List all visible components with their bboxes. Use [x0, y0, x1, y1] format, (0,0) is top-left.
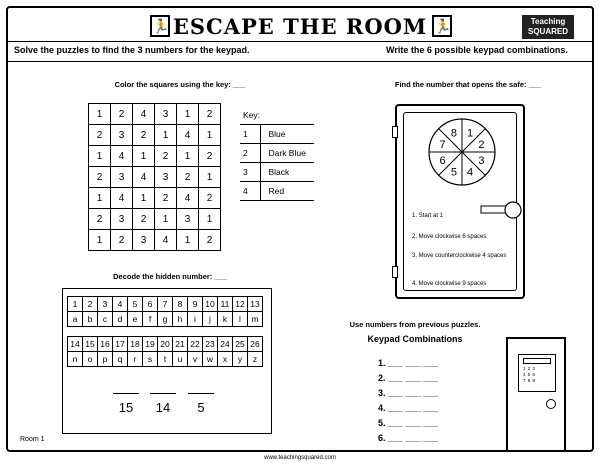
- key-color: Black: [260, 163, 314, 182]
- cipher-number: 4: [113, 297, 128, 312]
- room-number: Room 1: [20, 436, 45, 443]
- grid-cell[interactable]: 1: [133, 188, 155, 209]
- safe-step: 2. Move clockwise 6 spaces: [412, 234, 487, 240]
- key-title: Key:: [243, 110, 261, 120]
- combination-line[interactable]: 6. ___ ___ ___: [378, 433, 439, 443]
- keypad-screen: [523, 358, 551, 364]
- running-man-icon: 🏃: [150, 15, 170, 37]
- grid-cell[interactable]: 2: [199, 188, 221, 209]
- divider: [8, 41, 592, 42]
- grid-cell[interactable]: 3: [155, 167, 177, 188]
- cipher-table-1: [67, 296, 263, 327]
- cipher-letter: s: [143, 352, 158, 367]
- door-knob: [546, 399, 556, 409]
- coded-number: 5: [197, 400, 205, 415]
- cipher-letter: e: [128, 312, 143, 327]
- cipher-letter: k: [218, 312, 233, 327]
- cipher-number: 15: [83, 337, 98, 352]
- cipher-number: 23: [203, 337, 218, 352]
- cipher-number: 6: [143, 297, 158, 312]
- grid-cell[interactable]: 2: [89, 167, 111, 188]
- safe-step: 1. Start at 1: [412, 213, 444, 219]
- answer-blank: [150, 393, 176, 394]
- cipher-letter: u: [173, 352, 188, 367]
- grid-row: [89, 167, 221, 188]
- safe-step: 3. Move counterclockwise 4 spaces: [412, 253, 507, 259]
- grid-cell[interactable]: 3: [133, 230, 155, 251]
- grid-row: [89, 230, 221, 251]
- cipher-letter: a: [68, 312, 83, 327]
- cipher-letter: w: [203, 352, 218, 367]
- cipher-letter: b: [83, 312, 98, 327]
- dial-number: 7: [439, 138, 446, 151]
- color-key: [240, 124, 314, 201]
- grid-cell[interactable]: 4: [133, 167, 155, 188]
- key-row: [240, 144, 314, 163]
- grid-cell[interactable]: 3: [111, 125, 133, 146]
- grid-cell[interactable]: 1: [177, 146, 199, 167]
- dial-number: 3: [478, 155, 485, 168]
- grid-cell[interactable]: 1: [199, 125, 221, 146]
- grid-cell[interactable]: 1: [177, 230, 199, 251]
- grid-cell[interactable]: 3: [111, 167, 133, 188]
- safe-hinge: [392, 126, 398, 138]
- cipher-letter: i: [188, 312, 203, 327]
- grid-cell[interactable]: 2: [111, 104, 133, 125]
- grid-row: [89, 125, 221, 146]
- dial-number: 8: [450, 127, 458, 140]
- cipher-number: 8: [173, 297, 188, 312]
- grid-cell[interactable]: 4: [133, 104, 155, 125]
- safe-dial: [427, 117, 497, 187]
- dial-number: 2: [478, 138, 485, 151]
- cipher-letter: j: [203, 312, 218, 327]
- key-row: [240, 125, 314, 144]
- cipher-row: [68, 352, 263, 367]
- safe-step: 4. Move clockwise 9 spaces: [412, 281, 487, 287]
- cipher-letter: x: [218, 352, 233, 367]
- cipher-letter: v: [188, 352, 203, 367]
- combination-line[interactable]: 4. ___ ___ ___: [378, 403, 439, 413]
- instruction-right: Write the 6 possible keypad combinations.: [386, 45, 568, 55]
- key-number: 3: [240, 163, 260, 182]
- cipher-number: 21: [173, 337, 188, 352]
- coded-number: 15: [118, 400, 134, 415]
- grid-cell[interactable]: 3: [111, 209, 133, 230]
- cipher-number: 25: [233, 337, 248, 352]
- cipher-number: 5: [128, 297, 143, 312]
- dial-number: 4: [466, 166, 474, 179]
- keypad-row: 7 8 9: [523, 378, 536, 383]
- grid-cell[interactable]: 2: [199, 230, 221, 251]
- safe-puzzle-label: Find the number that opens the safe: ___: [394, 80, 542, 89]
- grid-cell[interactable]: 1: [89, 146, 111, 167]
- cipher-letter: g: [158, 312, 173, 327]
- footer-url: www.teachingsquared.com: [264, 455, 336, 461]
- cipher-letter: q: [113, 352, 128, 367]
- cipher-number: 3: [98, 297, 113, 312]
- grid-cell[interactable]: 2: [89, 125, 111, 146]
- cipher-number: 13: [248, 297, 263, 312]
- keypad-row: 1 2 3: [523, 366, 536, 371]
- grid-cell[interactable]: 3: [177, 209, 199, 230]
- cipher-number: 1: [68, 297, 83, 312]
- keypad-icon: [518, 354, 556, 392]
- grid-cell[interactable]: 2: [133, 209, 155, 230]
- grid-cell[interactable]: 1: [177, 104, 199, 125]
- grid-cell[interactable]: 2: [155, 146, 177, 167]
- grid-cell[interactable]: 1: [89, 188, 111, 209]
- answer-blank: [113, 393, 139, 394]
- grid-cell[interactable]: 2: [155, 188, 177, 209]
- grid-cell[interactable]: 2: [199, 104, 221, 125]
- cipher-letter: n: [68, 352, 83, 367]
- keypad-keys: [523, 366, 536, 384]
- combination-line[interactable]: 1. ___ ___ ___: [378, 358, 439, 368]
- grid-row: [89, 188, 221, 209]
- cipher-number: 11: [218, 297, 233, 312]
- cipher-label: Decode the hidden number: ___: [113, 272, 227, 281]
- coded-number: 14: [155, 400, 171, 415]
- dial-number: 6: [439, 155, 446, 168]
- instruction-left: Solve the puzzles to find the 3 numbers for the keypad.: [14, 45, 250, 55]
- keypad-row: 4 5 6: [523, 372, 536, 377]
- cipher-letter: r: [128, 352, 143, 367]
- cipher-letter: z: [248, 352, 263, 367]
- grid-cell[interactable]: 3: [155, 104, 177, 125]
- logo-line2: SQUARED: [527, 27, 568, 36]
- combinations-heading: Keypad Combinations: [367, 334, 463, 344]
- cipher-number: 19: [143, 337, 158, 352]
- key-number: 2: [240, 144, 260, 163]
- cipher-letter: m: [248, 312, 263, 327]
- key-color: Dark Blue: [260, 144, 314, 163]
- cipher-number: 10: [203, 297, 218, 312]
- cipher-number: 14: [68, 337, 83, 352]
- cipher-letter: f: [143, 312, 158, 327]
- running-man-icon: 🏃: [432, 15, 452, 37]
- cipher-table-2: [67, 336, 263, 367]
- grid-cell[interactable]: 4: [111, 146, 133, 167]
- grid-row: [89, 146, 221, 167]
- answer-blank: [188, 393, 214, 394]
- grid-cell[interactable]: 2: [111, 230, 133, 251]
- grid-cell[interactable]: 2: [89, 209, 111, 230]
- grid-cell[interactable]: 4: [177, 188, 199, 209]
- divider: [8, 61, 592, 62]
- grid-cell[interactable]: 4: [111, 188, 133, 209]
- cipher-letter: c: [98, 312, 113, 327]
- key-color: Blue: [260, 125, 314, 144]
- combinations-note: Use numbers from previous puzzles.: [349, 320, 481, 329]
- key-number: 4: [240, 182, 260, 201]
- cipher-row: [68, 337, 263, 352]
- cipher-row: [68, 297, 263, 312]
- cipher-number: 26: [248, 337, 263, 352]
- key-row: [240, 182, 314, 201]
- grid-cell[interactable]: 2: [177, 167, 199, 188]
- teaching-squared-logo: [522, 15, 574, 39]
- cipher-letter: y: [233, 352, 248, 367]
- cipher-number: 9: [188, 297, 203, 312]
- grid-row: [89, 104, 221, 125]
- grid-cell[interactable]: 1: [89, 230, 111, 251]
- key-color: Red: [260, 182, 314, 201]
- cipher-number: 24: [218, 337, 233, 352]
- cipher-number: 22: [188, 337, 203, 352]
- cipher-number: 20: [158, 337, 173, 352]
- color-grid: [88, 103, 221, 251]
- safe-hinge: [392, 266, 398, 278]
- cipher-letter: p: [98, 352, 113, 367]
- grid-cell[interactable]: 1: [155, 125, 177, 146]
- grid-cell[interactable]: 2: [133, 125, 155, 146]
- dial-number: 5: [450, 166, 458, 179]
- dial-number: 1: [466, 127, 474, 140]
- grid-cell[interactable]: 1: [199, 209, 221, 230]
- grid-cell[interactable]: 4: [155, 230, 177, 251]
- grid-cell[interactable]: 4: [177, 125, 199, 146]
- logo-line1: Teaching: [530, 17, 566, 26]
- grid-cell[interactable]: 1: [89, 104, 111, 125]
- cipher-number: 16: [98, 337, 113, 352]
- cipher-number: 17: [113, 337, 128, 352]
- cipher-number: 18: [128, 337, 143, 352]
- key-row: [240, 163, 314, 182]
- cipher-letter: l: [233, 312, 248, 327]
- cipher-row: [68, 312, 263, 327]
- color-puzzle-label: Color the squares using the key: ___: [114, 80, 246, 89]
- combination-line[interactable]: 5. ___ ___ ___: [378, 418, 439, 428]
- cipher-letter: d: [113, 312, 128, 327]
- combination-line[interactable]: 2. ___ ___ ___: [378, 373, 439, 383]
- key-number: 1: [240, 125, 260, 144]
- combination-line[interactable]: 3. ___ ___ ___: [378, 388, 439, 398]
- grid-cell[interactable]: 1: [133, 146, 155, 167]
- cipher-number: 7: [158, 297, 173, 312]
- cipher-number: 12: [233, 297, 248, 312]
- cipher-letter: t: [158, 352, 173, 367]
- grid-cell[interactable]: 2: [199, 146, 221, 167]
- cipher-letter: h: [173, 312, 188, 327]
- cipher-letter: o: [83, 352, 98, 367]
- grid-cell[interactable]: 1: [199, 167, 221, 188]
- page-title: ESCAPE THE ROOM: [172, 14, 428, 39]
- cipher-number: 2: [83, 297, 98, 312]
- grid-cell[interactable]: 1: [155, 209, 177, 230]
- grid-row: [89, 209, 221, 230]
